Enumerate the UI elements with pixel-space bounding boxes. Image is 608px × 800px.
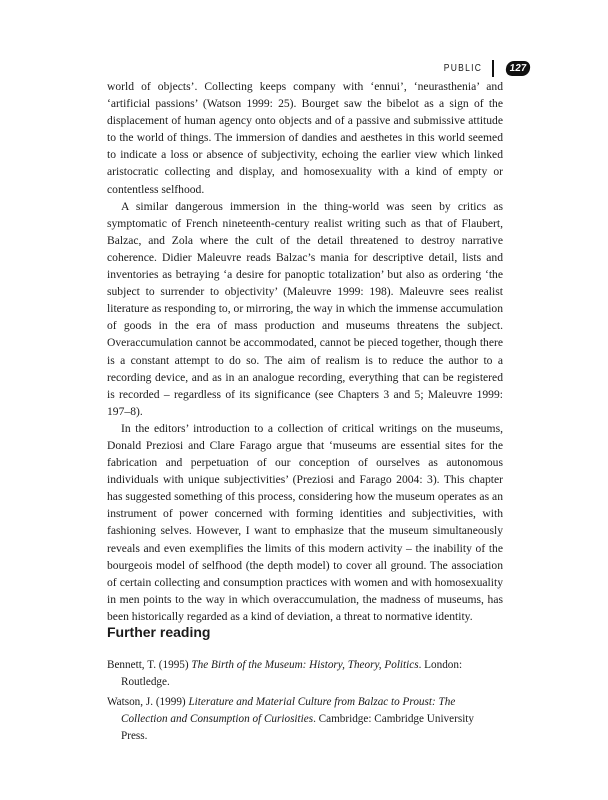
paragraph: world of objects’. Collecting keeps company with ‘ennui’, ‘neurasthenia’ and ‘artificial passions’ (Watson 1999: 25). Bourget saw the bibelot as a sign of the displacement of human agency onto objects and of a passive and submissive attitude to the world of things. The immersion of dandies and aesthetes in this world seemed to indicate a loss or absence of subjectivity, echoing the earlier view which linked aristocratic collecting and display, and homosexuality with a kind of empty or contentless selfhood. bbox=[107, 80, 503, 196]
reference-author: Bennett, T. (1995) bbox=[107, 659, 192, 671]
running-head-section: PUBLIC bbox=[443, 62, 482, 74]
reference-author: Watson, J. (1999) bbox=[107, 696, 189, 708]
reference-publisher: . London: Routledge. bbox=[121, 659, 463, 688]
reference-title: The Birth of the Museum: History, Theory, Politics bbox=[191, 659, 419, 671]
body-text bbox=[107, 78, 503, 625]
reference-publisher: . Cambridge: Cambridge University Press. bbox=[121, 713, 475, 742]
reference-item bbox=[107, 694, 503, 745]
paragraph: In the editors’ introduction to a collection of critical writings on the museums, Donald Preziosi and Clare Farago argue that ‘museums are essential sites for the fabrication and perpetuation of our conception of ourselves as autonomous individuals with unique subjectivities’ (Preziosi and Farago 2004: 3). This chapter has suggested something of this process, considering how the museum operates as an instrument of power concerned with forming identities and subjectivities, with fashioning selves. However, I want to emphasize that the museum simultaneously reveals and even exemplifies the limits of this modern activity – the inability of the bourgeois model of selfhood (the depth model) to cover all ground. The association of certain collecting and consumption practices with women and with homosexuality in men points to the way in which overaccumulation, the madness of museums, has been historically regarded as a kind of deviation, a threat to normative identity. bbox=[107, 421, 503, 623]
reference-list bbox=[107, 657, 503, 748]
running-head bbox=[437, 60, 530, 76]
paragraph: A similar dangerous immersion in the thing-world was seen by critics as symptomatic of French nineteenth-century realist writing such as that of Flaubert, Balzac, and Zola where the cult of the detail threatened to destroy narrative coherence. Didier Maleuvre reads Balzac’s mania for descriptive detail, lists and inventories as betraying ‘a desire for panoptic totalization’ but also as ordering ‘the subject to surrender to objectivity’ (Maleuvre 1999: 198). Maleuvre sees realist literature as responding to, or mirroring, the way in which the immense accumulation of goods in the era of mass production and museums threatens the subject. Overaccumulation cannot be accommodated, cannot be pieced together, though there is a constant attempt to do so. The aim of realism is to reduce the author to a recording device, and as in an analogue recording, everything that can be registered is recorded – regardless of its significance (see Chapters 3 and 5; Maleuvre 1999: 197–8). bbox=[107, 199, 504, 418]
reference-item bbox=[107, 657, 503, 691]
running-head-divider bbox=[492, 60, 494, 77]
page-number: 127 bbox=[505, 61, 531, 76]
reference-title: Literature and Material Culture from Balzac to Proust: The Collection and Consumption of Curiosities bbox=[121, 696, 456, 725]
further-reading-heading: Further reading bbox=[107, 624, 211, 640]
